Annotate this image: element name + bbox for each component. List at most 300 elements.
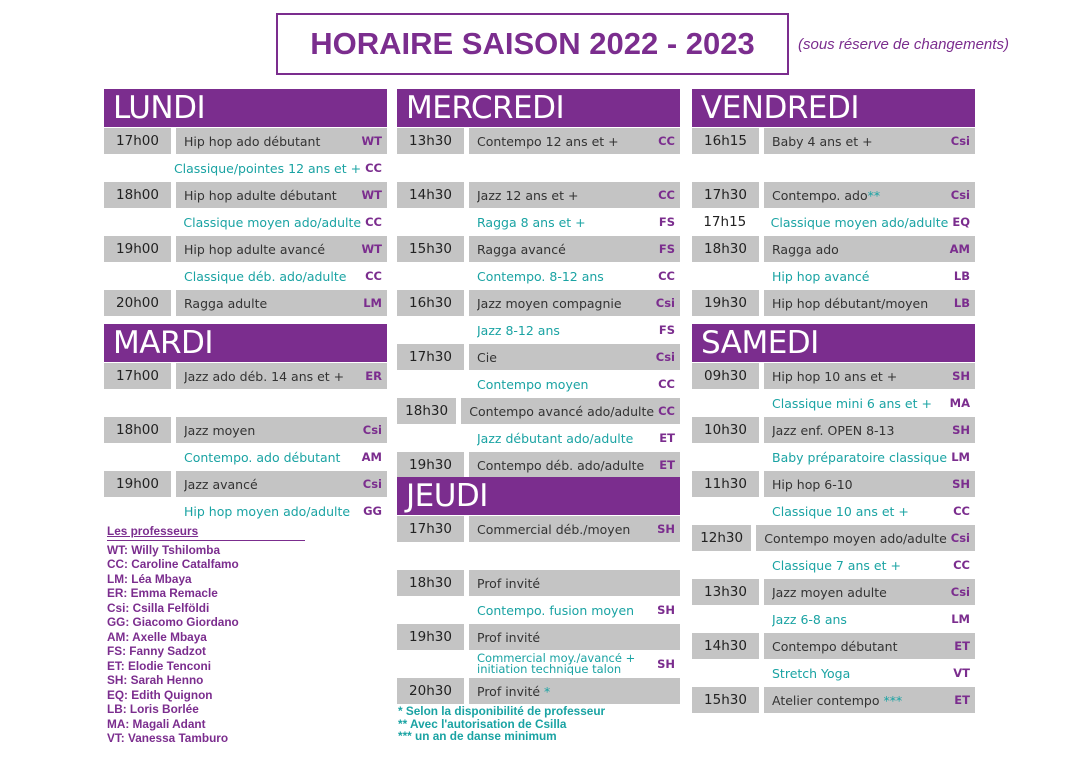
class-cell (469, 678, 680, 704)
time-cell (692, 263, 759, 289)
class-label: Classique 10 ans et + (772, 503, 909, 519)
class-label: Prof invité (477, 629, 541, 645)
class-name (477, 323, 655, 338)
schedule-row (397, 624, 680, 650)
schedule-row (104, 209, 387, 235)
class-cell (176, 263, 387, 289)
class-cell (764, 128, 975, 154)
time-cell: 16h30 (397, 290, 464, 316)
schedule-row (692, 606, 975, 632)
time-cell: 09h30 (692, 363, 759, 389)
class-label: Contempo. ado débutant (184, 449, 341, 465)
schedule-row (104, 417, 387, 443)
class-cell (469, 236, 680, 262)
class-label: Ragga ado (772, 241, 839, 257)
class-name (477, 296, 652, 311)
legend-item: ET: Elodie Tenconi (107, 658, 211, 673)
time-cell (104, 263, 171, 289)
teacher-code: LM (363, 296, 382, 310)
class-label: Ragga adulte (184, 295, 268, 311)
schedule-row (397, 651, 680, 677)
class-name (477, 242, 655, 257)
class-name (184, 423, 359, 438)
teacher-code: FS (658, 215, 675, 229)
class-label: Contempo débutant (772, 638, 898, 654)
class-label: Classique moyen ado/adulte (770, 214, 949, 230)
time-cell (692, 660, 759, 686)
teacher-code: CC (658, 134, 675, 148)
schedule-row (397, 209, 680, 235)
class-name (477, 458, 655, 473)
class-cell (469, 155, 680, 181)
time-cell: 12h30 (692, 525, 751, 551)
day-lundi (104, 89, 387, 316)
time-cell (104, 498, 171, 524)
class-cell (176, 390, 387, 416)
teacher-code: SH (952, 423, 970, 437)
day-header: LUNDI (104, 89, 387, 127)
time-cell: 17h30 (692, 182, 759, 208)
class-name (772, 693, 950, 708)
schedule-row (692, 552, 975, 578)
class-label: Prof invité (477, 575, 541, 591)
day-vendredi (692, 89, 975, 316)
page-subtitle: (sous réserve de changements) (798, 36, 1009, 53)
class-name (184, 450, 358, 465)
schedule-row (692, 128, 975, 154)
time-cell: 18h30 (397, 398, 456, 424)
class-label: Commercial moy./avancé + initiation technique talon (477, 653, 636, 675)
schedule-row (692, 363, 975, 389)
schedule-row (397, 155, 680, 181)
class-cell (764, 606, 975, 632)
class-label: Hip hop ado débutant (184, 133, 321, 149)
class-label: Stretch Yoga (772, 665, 851, 681)
class-label: Hip hop adulte débutant (184, 187, 337, 203)
class-cell (469, 290, 680, 316)
class-name (184, 188, 357, 203)
schedule-row (397, 290, 680, 316)
class-label: Jazz moyen adulte (772, 584, 887, 600)
class-cell (469, 344, 680, 370)
class-cell (176, 363, 387, 389)
class-cell (176, 128, 387, 154)
class-label: Contempo déb. ado/adulte (477, 457, 645, 473)
time-cell: 19h30 (397, 624, 464, 650)
teacher-code: ET (659, 431, 675, 445)
class-cell (764, 633, 975, 659)
class-cell (469, 516, 680, 542)
teacher-code: Csi (950, 134, 970, 148)
class-name (477, 603, 653, 618)
class-name (184, 369, 361, 384)
teacher-code: WT (361, 188, 382, 202)
class-name (469, 404, 654, 419)
schedule-row (104, 471, 387, 497)
class-cell (469, 182, 680, 208)
class-label: Contempo moyen ado/adulte (764, 530, 947, 546)
class-label: Cie (477, 349, 497, 365)
class-label: Hip hop 6-10 (772, 476, 853, 492)
legend-item: EQ: Edith Quignon (107, 687, 213, 702)
teacher-code: CC (953, 504, 970, 518)
day-header: SAMEDI (692, 324, 975, 362)
class-label: Atelier contempo (772, 692, 880, 708)
schedule-row (397, 128, 680, 154)
time-cell: 17h00 (104, 128, 171, 154)
class-cell (176, 444, 387, 470)
class-label: Jazz moyen compagnie (477, 295, 622, 311)
teacher-code: EQ (952, 215, 970, 229)
time-cell: 16h15 (692, 128, 759, 154)
teachers-legend (107, 524, 305, 746)
class-label: Ragga avancé (477, 241, 566, 257)
teacher-code: FS (658, 242, 675, 256)
class-name (477, 576, 671, 591)
time-cell (397, 263, 464, 289)
legend-item: ER: Emma Remacle (107, 586, 218, 600)
time-cell: 19h00 (104, 236, 171, 262)
class-label: Baby préparatoire classique (772, 449, 948, 465)
schedule-row (397, 263, 680, 289)
class-label: Jazz débutant ado/adulte (477, 430, 634, 446)
class-cell (764, 390, 975, 416)
teacher-code: WT (361, 134, 382, 148)
day-jeudi (397, 477, 680, 704)
class-cell (469, 425, 680, 451)
time-cell (397, 651, 464, 677)
class-cell (469, 317, 680, 343)
teacher-code: CC (365, 269, 382, 283)
class-label: Jazz 6-8 ans (772, 611, 847, 627)
schedule-row (104, 182, 387, 208)
footnotes (398, 705, 605, 743)
teacher-code: VT (953, 666, 970, 680)
time-cell: 13h30 (692, 579, 759, 605)
class-cell (176, 471, 387, 497)
class-name (184, 269, 361, 284)
schedule-row (397, 371, 680, 397)
teacher-code: ET (659, 458, 675, 472)
footnote-mark: ** (867, 187, 881, 203)
teacher-code: Csi (362, 477, 382, 491)
teacher-code: FS (658, 323, 675, 337)
schedule-row (692, 471, 975, 497)
teacher-code: LM (951, 450, 970, 464)
schedule-row (692, 525, 975, 551)
teacher-code: LB (953, 269, 970, 283)
time-cell: 18h30 (692, 236, 759, 262)
class-name (772, 612, 947, 627)
time-cell: 17h30 (397, 344, 464, 370)
time-cell: 15h30 (692, 687, 759, 713)
class-cell (176, 290, 387, 316)
teacher-code: Csi (655, 350, 675, 364)
class-cell (756, 525, 975, 551)
schedule-row (397, 398, 680, 424)
time-cell: 14h30 (397, 182, 464, 208)
class-name (477, 630, 671, 645)
class-cell (469, 543, 680, 569)
footnote-mark: *** (879, 692, 903, 708)
teacher-code: Csi (950, 188, 970, 202)
time-cell: 20h30 (397, 678, 464, 704)
class-name (772, 585, 947, 600)
class-cell (469, 570, 680, 596)
teacher-code: ER (365, 369, 382, 383)
teacher-code: SH (952, 369, 970, 383)
teacher-code: CC (658, 404, 675, 418)
schedule-row (104, 363, 387, 389)
teacher-code: SH (657, 657, 675, 671)
class-label: Prof invité (477, 683, 541, 699)
time-cell: 18h00 (104, 182, 171, 208)
class-name (184, 504, 359, 519)
legend-title: Les professeurs (107, 524, 305, 541)
teacher-code: Csi (950, 531, 970, 545)
schedule-row (692, 633, 975, 659)
teacher-code: CC (658, 377, 675, 391)
class-name (477, 522, 653, 537)
class-label: Jazz avancé (184, 476, 258, 492)
schedule-row (692, 390, 975, 416)
class-name (184, 134, 357, 149)
schedule-row (397, 678, 680, 704)
class-label: Contempo moyen (477, 376, 589, 392)
class-label: Hip hop adulte avancé (184, 241, 326, 257)
time-cell (397, 371, 464, 397)
day-mercredi (397, 89, 680, 478)
class-cell (469, 452, 680, 478)
teacher-code: CC (953, 558, 970, 572)
class-label: Contempo. 8-12 ans (477, 268, 604, 284)
time-cell (104, 444, 171, 470)
teacher-code: LM (951, 612, 970, 626)
class-label: Ragga 8 ans et + (477, 214, 586, 230)
schedule-row (397, 452, 680, 478)
schedule-row (397, 570, 680, 596)
class-name (772, 639, 950, 654)
day-header: MERCREDI (397, 89, 680, 127)
class-cell (176, 236, 387, 262)
teacher-code: CC (658, 188, 675, 202)
legend-list (107, 543, 305, 746)
class-cell (469, 371, 680, 397)
schedule-row (397, 236, 680, 262)
class-name (477, 431, 655, 446)
legend-item: LB: Loris Borlée (107, 702, 199, 716)
class-cell (764, 155, 975, 181)
class-cell (764, 236, 975, 262)
time-cell (104, 209, 170, 235)
class-cell (461, 398, 680, 424)
class-name (477, 377, 654, 392)
class-name (771, 215, 949, 230)
time-cell (692, 155, 759, 181)
time-cell (692, 498, 759, 524)
teacher-code: Csi (950, 585, 970, 599)
teacher-code: SH (952, 477, 970, 491)
time-cell: 10h30 (692, 417, 759, 443)
teacher-code: CC (365, 215, 382, 229)
class-label: Commercial déb./moyen (477, 521, 631, 537)
legend-item: AM: Axelle Mbaya (107, 629, 207, 644)
class-label: Baby 4 ans et + (772, 133, 873, 149)
class-label: Classique 7 ans et + (772, 557, 901, 573)
legend-item: WT: Willy Tshilomba (107, 542, 221, 557)
class-label: Hip hop débutant/moyen (772, 295, 929, 311)
class-label: Classique/pointes 12 ans et + (173, 160, 362, 176)
teacher-code: SH (657, 522, 675, 536)
class-name (772, 296, 950, 311)
time-cell: 15h30 (397, 236, 464, 262)
time-cell: 19h00 (104, 471, 171, 497)
schedule-row (692, 155, 975, 181)
class-name (772, 504, 949, 519)
footnote: ** Avec l'autorisation de Csilla (398, 716, 567, 731)
footnote: *** un an de danse minimum (398, 729, 557, 743)
class-name (184, 296, 359, 311)
legend-item: CC: Caroline Catalfamo (107, 557, 239, 571)
time-cell: 17h00 (104, 363, 171, 389)
class-name (772, 477, 948, 492)
class-label: Jazz enf. OPEN 8-13 (772, 422, 895, 438)
time-cell: 17h15 (692, 209, 758, 235)
schedule-row (104, 155, 387, 181)
class-name (772, 134, 947, 149)
day-mardi (104, 324, 387, 524)
teacher-code: GG (363, 504, 382, 518)
class-name (772, 666, 949, 681)
class-cell (764, 417, 975, 443)
class-label: Contempo avancé ado/adulte (469, 403, 655, 419)
class-label: Contempo. ado (772, 187, 868, 203)
teacher-code: Csi (655, 296, 675, 310)
schedule-row (692, 687, 975, 713)
class-label: Hip hop avancé (772, 268, 870, 284)
teacher-code: AM (949, 242, 970, 256)
time-cell (397, 155, 464, 181)
schedule-row (104, 128, 387, 154)
class-label: Classique déb. ado/adulte (184, 268, 347, 284)
time-cell: 18h00 (104, 417, 171, 443)
legend-item: SH: Sarah Henno (107, 673, 204, 687)
page-title: HORAIRE SAISON 2022 - 2023 (276, 13, 789, 75)
schedule-row (692, 417, 975, 443)
schedule-row (397, 425, 680, 451)
schedule-row (692, 236, 975, 262)
time-cell: 19h30 (692, 290, 759, 316)
schedule-row (397, 597, 680, 623)
teacher-code: AM (361, 450, 382, 464)
class-cell (763, 209, 975, 235)
class-label: Hip hop moyen ado/adulte (184, 503, 351, 519)
class-cell (469, 597, 680, 623)
class-label: Jazz moyen (184, 422, 256, 438)
time-cell: 17h30 (397, 516, 464, 542)
class-cell (764, 290, 975, 316)
time-cell (692, 390, 759, 416)
class-cell (166, 155, 387, 181)
class-name (772, 423, 948, 438)
class-name (772, 396, 946, 411)
schedule-row (397, 516, 680, 542)
teacher-code: Csi (362, 423, 382, 437)
schedule-row (692, 444, 975, 470)
day-header: VENDREDI (692, 89, 975, 127)
time-cell (104, 390, 171, 416)
footnote: * Selon la disponibilité de professeur (398, 704, 606, 718)
class-label: Contempo 12 ans et + (477, 133, 619, 149)
legend-item: Csi: Csilla Felföldi (107, 600, 210, 615)
class-name (183, 215, 361, 230)
class-name (184, 477, 359, 492)
schedule-row (104, 236, 387, 262)
time-cell (397, 209, 464, 235)
class-name (184, 242, 357, 257)
class-name (772, 188, 947, 203)
class-cell (764, 552, 975, 578)
teacher-code: SH (657, 603, 675, 617)
class-name (772, 450, 947, 465)
class-label: Classique moyen ado/adulte (183, 214, 362, 230)
teacher-code: LB (953, 296, 970, 310)
time-cell (397, 425, 464, 451)
time-cell (397, 597, 464, 623)
time-cell: 14h30 (692, 633, 759, 659)
day-header: MARDI (104, 324, 387, 362)
teacher-code: CC (365, 161, 382, 175)
class-name (174, 161, 361, 176)
class-cell (764, 182, 975, 208)
class-label: Jazz 12 ans et + (477, 187, 579, 203)
class-label: Jazz 8-12 ans (477, 322, 560, 338)
time-cell (692, 444, 759, 470)
schedule-row (692, 263, 975, 289)
footnote-mark: * (540, 683, 551, 699)
class-name (477, 134, 654, 149)
schedule-row (692, 498, 975, 524)
class-cell (764, 687, 975, 713)
schedule-row (692, 660, 975, 686)
time-cell: 20h00 (104, 290, 171, 316)
day-samedi (692, 324, 975, 713)
class-label: Jazz ado déb. 14 ans et + (184, 368, 345, 384)
class-name (772, 558, 949, 573)
class-cell (764, 579, 975, 605)
time-cell: 13h30 (397, 128, 464, 154)
class-name (772, 242, 946, 257)
class-label: Contempo. fusion moyen (477, 602, 635, 618)
time-cell (692, 552, 759, 578)
teacher-code: WT (361, 242, 382, 256)
time-cell (397, 317, 464, 343)
schedule-row (397, 543, 680, 569)
time-cell: 11h30 (692, 471, 759, 497)
class-label: Classique mini 6 ans et + (772, 395, 932, 411)
schedule-row (692, 182, 975, 208)
class-name (477, 269, 654, 284)
class-name (772, 269, 950, 284)
schedule-row (104, 444, 387, 470)
class-cell (764, 660, 975, 686)
class-cell (764, 498, 975, 524)
schedule-row (104, 290, 387, 316)
teacher-code: MA (949, 396, 970, 410)
schedule-row (692, 290, 975, 316)
class-label: Hip hop 10 ans et + (772, 368, 898, 384)
class-name (477, 653, 653, 675)
